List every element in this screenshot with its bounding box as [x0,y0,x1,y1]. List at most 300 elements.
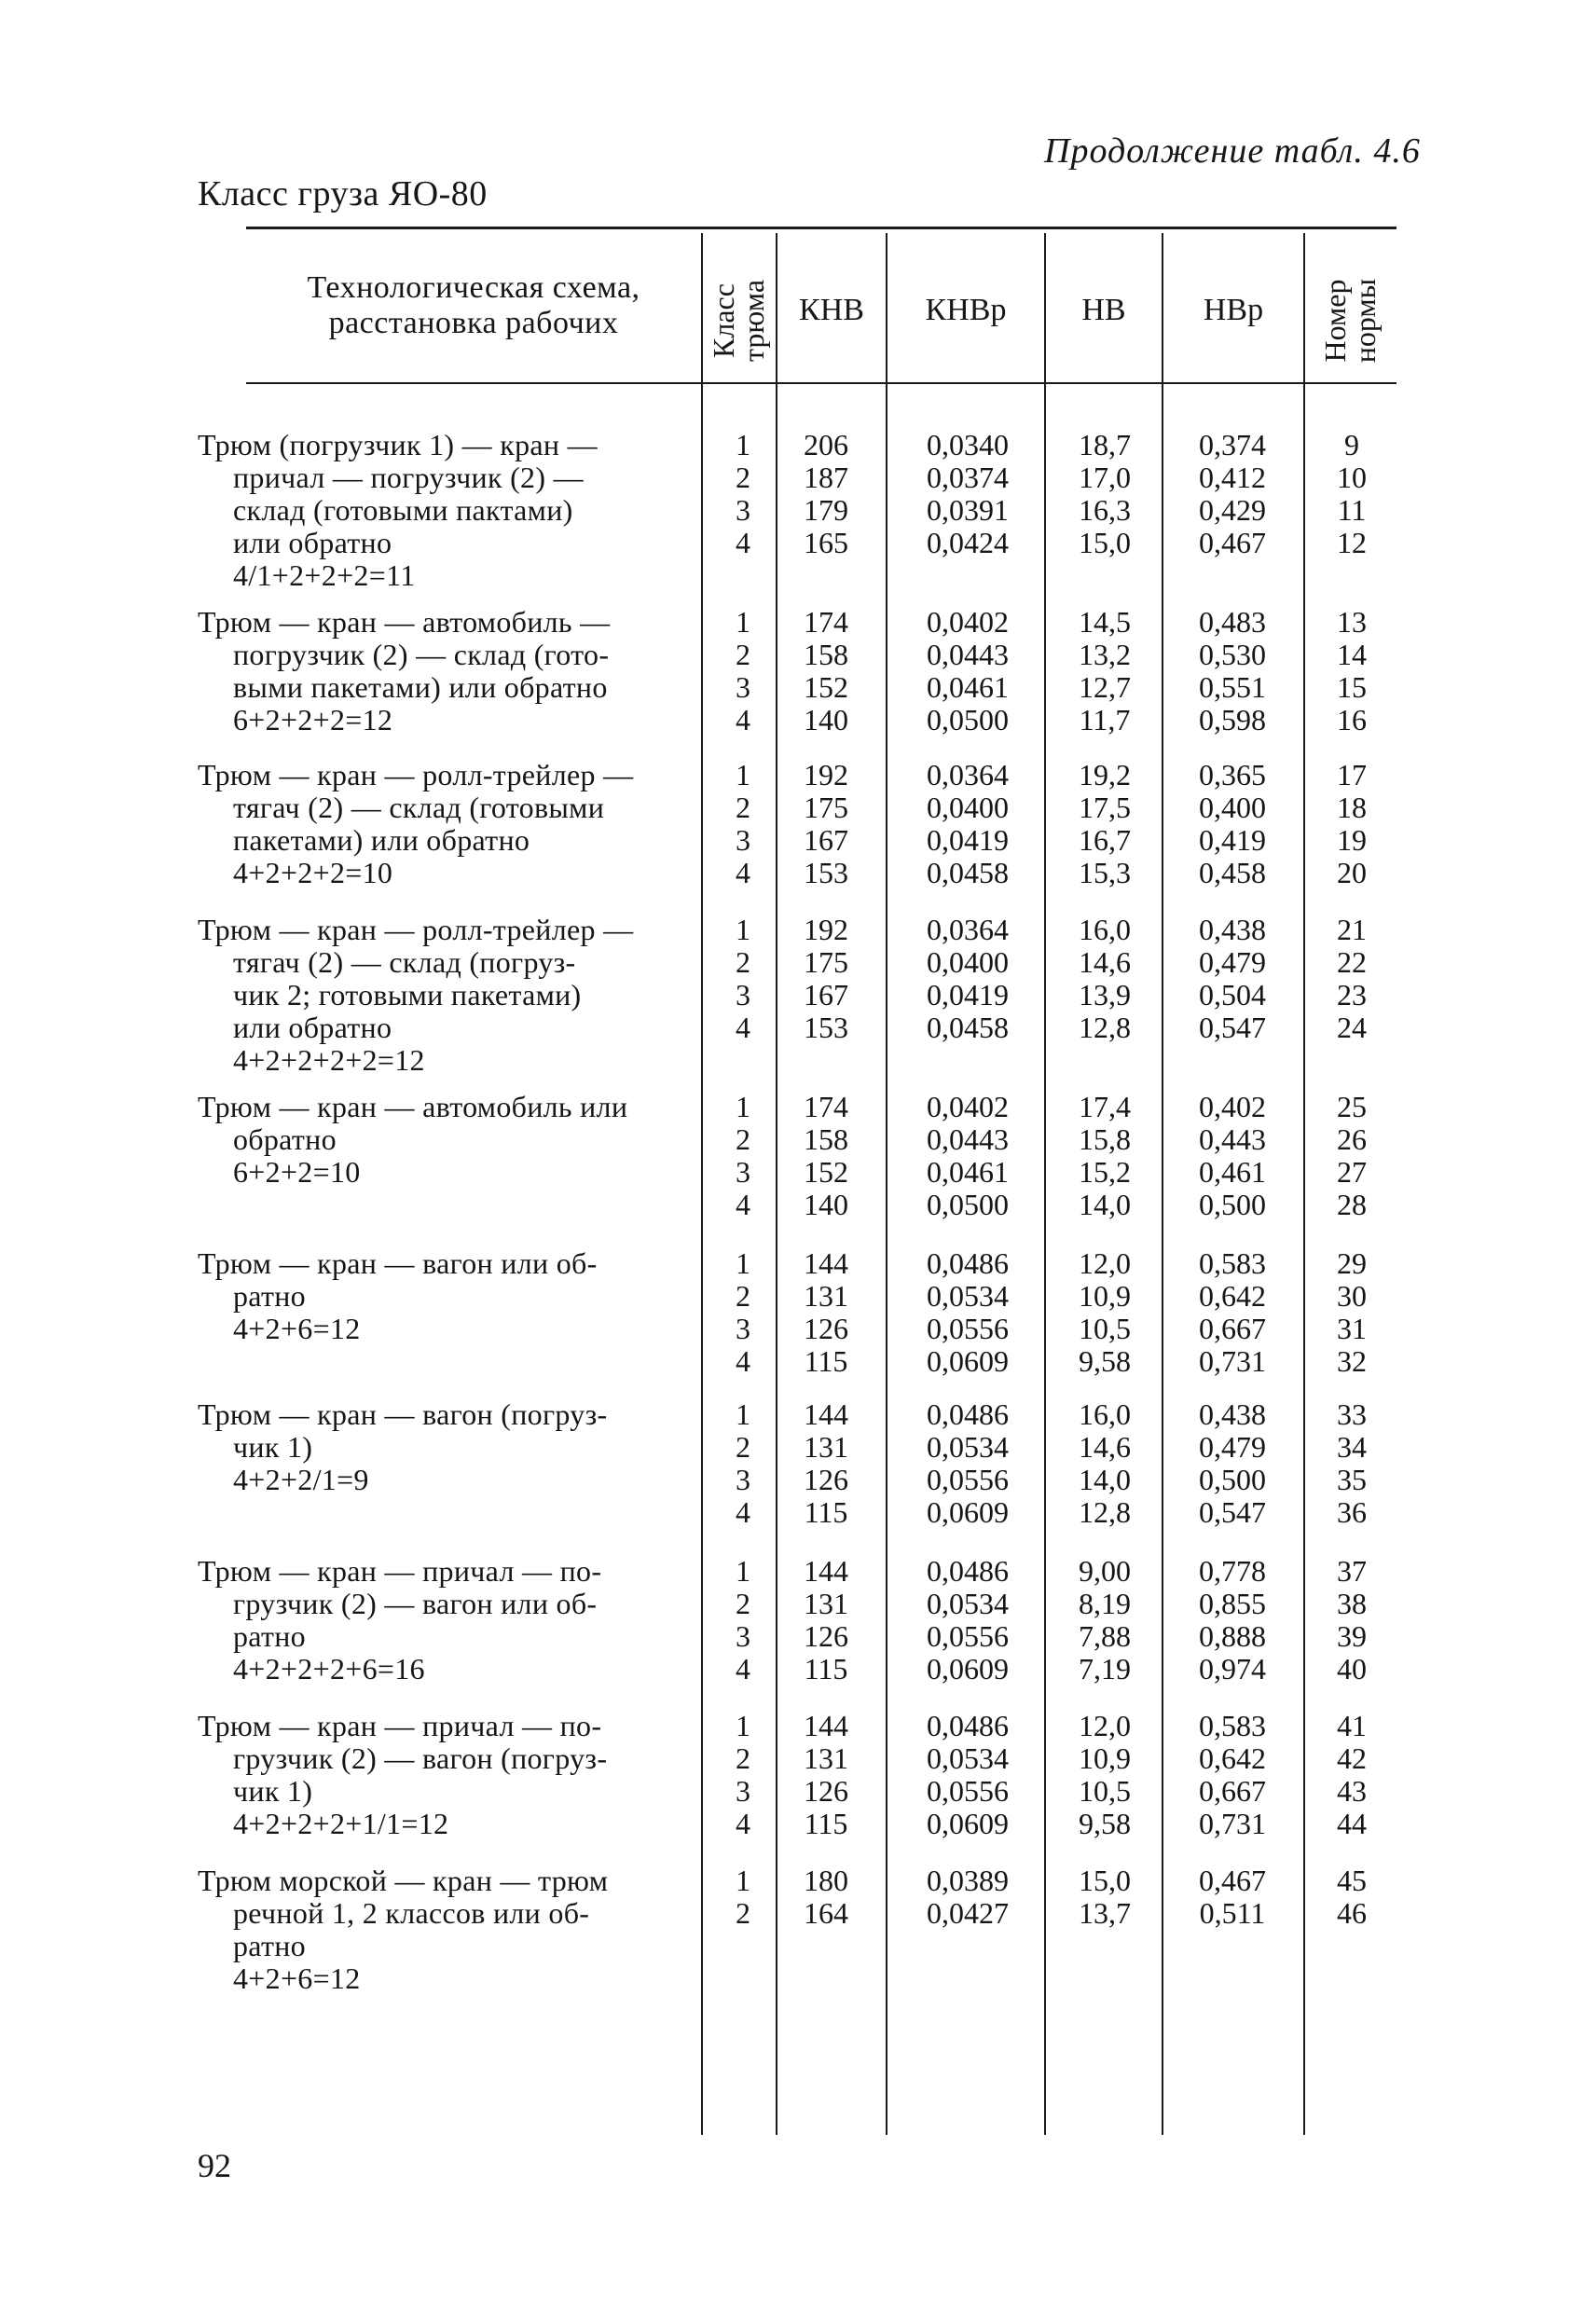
nv-cell: 12,0 [1079,1246,1131,1280]
nv-cell: 16,0 [1079,913,1131,946]
hold-class-cell: 1 [736,1554,750,1588]
hold-class-cell: 4 [736,1011,750,1044]
tech-scheme-line: 4+2+2+2+1/1=12 [233,1807,449,1840]
norm-number-cell: 33 [1337,1397,1367,1431]
norm-number-cell: 27 [1337,1155,1367,1189]
nv-r-cell: 0,374 [1199,428,1266,461]
hold-class-cell: 2 [736,1279,750,1313]
knv-column [789,759,863,889]
norm-number-column [1324,1865,1380,1930]
nv-r-cell: 0,583 [1199,1246,1266,1280]
tech-scheme-line: обратно [233,1122,337,1156]
knv-cell: 126 [804,1312,848,1345]
tech-scheme-line: ратно [233,1279,306,1313]
hold-class-cell: 3 [736,823,750,857]
hold-class-column [720,1091,766,1221]
norm-number-cell: 20 [1337,856,1367,889]
norm-number-cell: 24 [1337,1011,1367,1044]
nv-r-cell: 0,598 [1199,703,1266,736]
knv-r-cell: 0,0556 [927,1463,1009,1496]
nv-cell: 14,6 [1079,945,1131,979]
nv-r-cell: 0,419 [1199,823,1266,857]
tech-scheme-line: ратно [233,1619,306,1653]
hold-class-cell: 4 [736,856,750,889]
knv-r-cell: 0,0486 [927,1709,1009,1742]
hold-class-column [720,759,766,889]
nv-cell: 15,3 [1079,856,1131,889]
nv-cell: 16,0 [1079,1397,1131,1431]
knv-r-column [902,759,1033,889]
knv-r-cell: 0,0364 [927,758,1009,791]
norm-number-cell: 19 [1337,823,1367,857]
tech-scheme-line: 6+2+2+2=12 [233,703,393,736]
nv-cell: 17,5 [1079,791,1131,824]
header-tech-line: Технологическая схема, [307,270,640,305]
table-top-rule [246,227,1396,229]
norm-number-cell: 22 [1337,945,1367,979]
hold-class-column [720,1710,766,1840]
norm-number-cell: 25 [1337,1090,1367,1123]
nv-cell: 16,7 [1079,823,1131,857]
knv-r-cell: 0,0534 [927,1587,1009,1620]
knv-cell: 131 [804,1430,848,1464]
nv-r-cell: 0,974 [1199,1652,1266,1686]
knv-r-cell: 0,0609 [927,1807,1009,1840]
nv-cell: 12,0 [1079,1709,1131,1742]
nv-r-column [1176,1555,1288,1686]
tech-scheme-line: или обратно [233,526,392,559]
header-nv: НВ [1081,293,1126,327]
knv-column [789,1865,863,1930]
knv-r-cell: 0,0534 [927,1430,1009,1464]
knv-cell: 126 [804,1774,848,1808]
header-knv-r: КНВр [925,293,1007,327]
hold-class-column [720,1247,766,1378]
nv-r-cell: 0,731 [1199,1344,1266,1378]
norm-number-cell: 26 [1337,1122,1367,1156]
nv-column [1053,429,1156,559]
tech-scheme-line: 4+2+6=12 [233,1312,361,1345]
hold-class-column [720,914,766,1044]
norm-number-column [1324,1091,1380,1221]
knv-r-cell: 0,0443 [927,1122,1009,1156]
knv-cell: 140 [804,703,848,736]
tech-scheme-description [198,914,701,1077]
knv-r-cell: 0,0500 [927,1188,1009,1221]
knv-cell: 131 [804,1587,848,1620]
knv-r-column [902,1710,1033,1840]
tech-scheme-description [198,1247,701,1345]
norm-number-cell: 41 [1337,1709,1367,1742]
hold-class-column [720,429,766,559]
hold-class-cell: 3 [736,493,750,527]
knv-cell: 152 [804,670,848,704]
nv-r-cell: 0,511 [1199,1896,1266,1930]
knv-r-cell: 0,0461 [927,1155,1009,1189]
nv-r-cell: 0,500 [1199,1463,1266,1496]
nv-cell: 11,7 [1079,703,1131,736]
nv-r-cell: 0,365 [1199,758,1266,791]
norm-number-column [1324,759,1380,889]
tech-scheme-line: Трюм (погрузчик 1) — кран — [198,428,598,461]
nv-r-cell: 0,438 [1199,1397,1266,1431]
nv-r-column [1176,1710,1288,1840]
header-norm-no-line: Номер [1318,279,1352,363]
knv-r-cell: 0,0486 [927,1554,1009,1588]
tech-scheme-line: 4+2+2+2+6=16 [233,1652,425,1686]
norm-number-cell: 9 [1344,428,1359,461]
tech-scheme-description [198,606,701,736]
hold-class-cell: 1 [736,1709,750,1742]
knv-cell: 174 [804,1090,848,1123]
nv-r-cell: 0,551 [1199,670,1266,704]
norm-number-cell: 18 [1337,791,1367,824]
norm-number-cell: 12 [1337,526,1367,559]
hold-class-column [720,1398,766,1529]
nv-cell: 13,7 [1079,1896,1131,1930]
hold-class-column [720,1555,766,1686]
nv-r-cell: 0,778 [1199,1554,1266,1588]
knv-cell: 144 [804,1709,848,1742]
knv-r-cell: 0,0609 [927,1495,1009,1529]
hold-class-column [720,1865,766,1930]
tech-scheme-line: Трюм — кран — вагон или об- [198,1246,598,1280]
norm-number-cell: 44 [1337,1807,1367,1840]
tech-scheme-description [198,1555,701,1686]
column-rule [1044,233,1046,2135]
tech-scheme-line: Трюм морской — кран — трюм [198,1864,609,1897]
knv-r-column [902,914,1033,1044]
tech-scheme-line: 4+2+2/1=9 [233,1463,369,1496]
hold-class-cell: 2 [736,1122,750,1156]
norm-number-column [1324,1555,1380,1686]
nv-column [1053,1555,1156,1686]
norm-number-cell: 34 [1337,1430,1367,1464]
hold-class-cell: 1 [736,428,750,461]
nv-r-cell: 0,429 [1199,493,1266,527]
tech-scheme-line: 6+2+2=10 [233,1155,361,1189]
norm-number-column [1324,914,1380,1044]
hold-class-cell: 4 [736,1652,750,1686]
nv-cell: 9,00 [1079,1554,1131,1588]
nv-r-cell: 0,642 [1199,1741,1266,1775]
knv-column [789,429,863,559]
knv-cell: 175 [804,791,848,824]
knv-cell: 144 [804,1397,848,1431]
nv-column [1053,914,1156,1044]
tech-scheme-line: склад (готовыми пактами) [233,493,573,527]
hold-class-cell: 1 [736,758,750,791]
knv-cell: 167 [804,978,848,1012]
nv-cell: 14,0 [1079,1463,1131,1496]
nv-cell: 13,2 [1079,638,1131,671]
hold-class-cell: 2 [736,1587,750,1620]
norm-number-cell: 46 [1337,1896,1367,1930]
column-rule [1162,233,1163,2135]
nv-r-cell: 0,667 [1199,1312,1266,1345]
knv-cell: 174 [804,605,848,639]
column-rule [1303,233,1305,2135]
nv-r-cell: 0,483 [1199,605,1266,639]
tech-scheme-line: Трюм — кран — вагон (погруз- [198,1397,608,1431]
column-rule [886,233,887,2135]
nv-r-cell: 0,402 [1199,1090,1266,1123]
knv-cell: 164 [804,1896,848,1930]
nv-cell: 15,0 [1079,526,1131,559]
nv-column [1053,1865,1156,1930]
hold-class-cell: 1 [736,1246,750,1280]
nv-r-cell: 0,458 [1199,856,1266,889]
knv-cell: 126 [804,1619,848,1653]
hold-class-cell: 2 [736,1430,750,1464]
page-number: 92 [198,2147,231,2184]
header-norm-no-line: нормы [1348,278,1382,364]
nv-cell: 14,5 [1079,605,1131,639]
knv-r-cell: 0,0364 [927,913,1009,946]
knv-r-column [902,1865,1033,1930]
norm-number-cell: 36 [1337,1495,1367,1529]
nv-column [1053,1710,1156,1840]
knv-r-column [902,606,1033,736]
tech-scheme-line: Трюм — кран — ролл-трейлер — [198,913,634,946]
tech-scheme-line: тягач (2) — склад (погруз- [233,945,576,979]
nv-r-cell: 0,467 [1199,1864,1266,1897]
nv-cell: 17,0 [1079,461,1131,494]
norm-number-cell: 28 [1337,1188,1367,1221]
knv-column [789,1247,863,1378]
nv-r-column [1176,1398,1288,1529]
norm-number-cell: 37 [1337,1554,1367,1588]
knv-r-cell: 0,0402 [927,1090,1009,1123]
knv-column [789,606,863,736]
norm-number-cell: 30 [1337,1279,1367,1313]
nv-r-cell: 0,400 [1199,791,1266,824]
header-hold-class [709,255,772,386]
knv-cell: 115 [804,1652,848,1686]
tech-scheme-line: тягач (2) — склад (готовыми [233,791,605,824]
hold-class-cell: 1 [736,1090,750,1123]
nv-cell: 19,2 [1079,758,1131,791]
nv-cell: 15,8 [1079,1122,1131,1156]
nv-r-column [1176,429,1288,559]
knv-cell: 165 [804,526,848,559]
norm-number-cell: 13 [1337,605,1367,639]
knv-r-cell: 0,0461 [927,670,1009,704]
norm-number-cell: 40 [1337,1652,1367,1686]
norm-number-column [1324,1710,1380,1840]
nv-cell: 12,7 [1079,670,1131,704]
knv-r-cell: 0,0556 [927,1312,1009,1345]
nv-r-cell: 0,642 [1199,1279,1266,1313]
knv-cell: 192 [804,758,848,791]
norm-number-cell: 42 [1337,1741,1367,1775]
tech-scheme-description [198,1398,701,1496]
nv-r-cell: 0,547 [1199,1495,1266,1529]
knv-r-cell: 0,0391 [927,493,1009,527]
nv-cell: 10,5 [1079,1774,1131,1808]
nv-r-cell: 0,504 [1199,978,1266,1012]
knv-r-cell: 0,0340 [927,428,1009,461]
cargo-class-title: Класс груза ЯО-80 [198,174,488,213]
knv-cell: 175 [804,945,848,979]
hold-class-cell: 1 [736,913,750,946]
hold-class-cell: 2 [736,791,750,824]
knv-cell: 131 [804,1741,848,1775]
knv-cell: 192 [804,913,848,946]
tech-scheme-description [198,429,701,592]
knv-r-cell: 0,0419 [927,978,1009,1012]
header-hold-class-line: трюма [736,279,770,363]
tech-scheme-description [198,1710,701,1840]
nv-r-column [1176,1247,1288,1378]
nv-column [1053,1398,1156,1529]
tech-scheme-line: 4/1+2+2+2=11 [233,558,416,592]
nv-cell: 14,6 [1079,1430,1131,1464]
tech-scheme-line: ратно [233,1929,306,1962]
norm-number-cell: 43 [1337,1774,1367,1808]
nv-cell: 10,9 [1079,1741,1131,1775]
tech-scheme-line: погрузчик (2) — склад (гото- [233,638,610,671]
norm-number-cell: 31 [1337,1312,1367,1345]
nv-cell: 10,5 [1079,1312,1131,1345]
nv-cell: 7,88 [1079,1619,1131,1653]
knv-cell: 144 [804,1554,848,1588]
knv-r-cell: 0,0374 [927,461,1009,494]
nv-r-cell: 0,667 [1199,1774,1266,1808]
hold-class-cell: 2 [736,638,750,671]
header-tech-scheme [250,270,697,341]
knv-r-column [902,1555,1033,1686]
norm-number-cell: 16 [1337,703,1367,736]
tech-scheme-line: чик 2; готовыми пакетами) [233,978,582,1012]
knv-cell: 153 [804,856,848,889]
hold-class-cell: 4 [736,1807,750,1840]
knv-cell: 167 [804,823,848,857]
knv-r-cell: 0,0556 [927,1619,1009,1653]
nv-r-cell: 0,479 [1199,1430,1266,1464]
nv-r-column [1176,759,1288,889]
nv-cell: 12,8 [1079,1495,1131,1529]
hold-class-cell: 3 [736,1463,750,1496]
knv-r-cell: 0,0400 [927,945,1009,979]
norm-number-cell: 15 [1337,670,1367,704]
knv-r-cell: 0,0424 [927,526,1009,559]
norm-number-cell: 21 [1337,913,1367,946]
tech-scheme-line: чик 1) [233,1430,313,1464]
nv-r-column [1176,1865,1288,1930]
tech-scheme-line: или обратно [233,1011,392,1044]
tech-scheme-description [198,1865,701,1995]
knv-r-cell: 0,0389 [927,1864,1009,1897]
header-norm-no [1320,255,1383,386]
hold-class-cell: 1 [736,605,750,639]
nv-r-cell: 0,461 [1199,1155,1266,1189]
norm-number-cell: 23 [1337,978,1367,1012]
header-hold-class-line: Класс [707,283,740,358]
tech-scheme-description [198,1091,701,1189]
hold-class-cell: 2 [736,945,750,979]
tech-scheme-line: 4+2+2+2=10 [233,856,393,889]
header-knv: КНВ [799,293,864,327]
tech-scheme-line: грузчик (2) — вагон (погруз- [233,1741,608,1775]
knv-cell: 140 [804,1188,848,1221]
hold-class-cell: 2 [736,461,750,494]
nv-r-cell: 0,438 [1199,913,1266,946]
nv-cell: 15,2 [1079,1155,1131,1189]
nv-r-cell: 0,443 [1199,1122,1266,1156]
norm-number-cell: 29 [1337,1246,1367,1280]
knv-r-cell: 0,0443 [927,638,1009,671]
knv-column [789,1555,863,1686]
knv-r-column [902,1091,1033,1221]
knv-r-cell: 0,0458 [927,856,1009,889]
knv-cell: 158 [804,638,848,671]
norm-number-cell: 17 [1337,758,1367,791]
tech-scheme-line: 4+2+2+2+2=12 [233,1043,425,1077]
hold-class-cell: 4 [736,1344,750,1378]
knv-cell: 115 [804,1807,848,1840]
hold-class-cell: 4 [736,1495,750,1529]
norm-number-cell: 39 [1337,1619,1367,1653]
tech-scheme-line: Трюм — кран — автомобиль — [198,605,611,639]
header-tech-line: расстановка рабочих [328,306,619,340]
norm-number-cell: 32 [1337,1344,1367,1378]
hold-class-cell: 3 [736,670,750,704]
tech-scheme-line: грузчик (2) — вагон или об- [233,1587,598,1620]
knv-cell: 158 [804,1122,848,1156]
knv-r-cell: 0,0419 [927,823,1009,857]
nv-cell: 18,7 [1079,428,1131,461]
column-rule [776,233,777,2135]
hold-class-cell: 1 [736,1864,750,1897]
nv-cell: 12,8 [1079,1011,1131,1044]
knv-cell: 131 [804,1279,848,1313]
knv-cell: 115 [804,1495,848,1529]
nv-r-cell: 0,547 [1199,1011,1266,1044]
knv-r-cell: 0,0486 [927,1246,1009,1280]
tech-scheme-line: Трюм — кран — автомобиль или [198,1090,628,1123]
knv-cell: 187 [804,461,848,494]
nv-column [1053,759,1156,889]
knv-r-column [902,1398,1033,1529]
nv-r-column [1176,606,1288,736]
hold-class-cell: 4 [736,1188,750,1221]
continuation-caption: Продолжение табл. 4.6 [1044,131,1421,171]
nv-cell: 17,4 [1079,1090,1131,1123]
hold-class-column [720,606,766,736]
header-nv-r: НВр [1203,293,1264,327]
knv-cell: 153 [804,1011,848,1044]
nv-cell: 15,0 [1079,1864,1131,1897]
nv-r-cell: 0,583 [1199,1709,1266,1742]
nv-cell: 9,58 [1079,1344,1131,1378]
knv-r-cell: 0,0458 [927,1011,1009,1044]
knv-cell: 144 [804,1246,848,1280]
nv-r-cell: 0,467 [1199,526,1266,559]
knv-r-cell: 0,0534 [927,1741,1009,1775]
hold-class-cell: 3 [736,1774,750,1808]
tech-scheme-line: причал — погрузчик (2) — [233,461,584,494]
nv-r-cell: 0,479 [1199,945,1266,979]
knv-column [789,914,863,1044]
knv-r-column [902,429,1033,559]
tech-scheme-line: Трюм — кран — ролл-трейлер — [198,758,634,791]
hold-class-cell: 3 [736,1155,750,1189]
norm-number-cell: 14 [1337,638,1367,671]
nv-r-column [1176,914,1288,1044]
nv-cell: 9,58 [1079,1807,1131,1840]
hold-class-cell: 4 [736,703,750,736]
